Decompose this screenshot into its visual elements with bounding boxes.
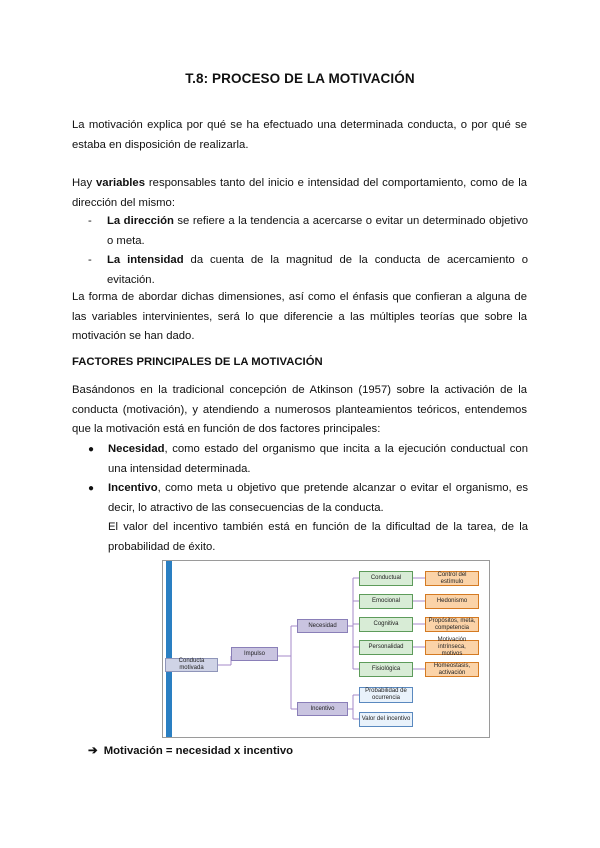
diagram-node-incentive: Probabilidad de ocurrencia <box>359 687 413 703</box>
dash-marker: - <box>88 215 92 227</box>
variables-bold-text: variables <box>96 177 145 189</box>
list-item <box>88 251 528 290</box>
factors-intro-paragraph: Basándonos en la tradicional concepción de Atkinson (1957) sobre la activación de la conducta (motivación), y atendiendo a numerosos planteamientos teóricos, entendemos que la motivación está en función de dos factores principales: <box>72 384 527 435</box>
diagram-node-outcome: Hedonismo <box>425 594 479 609</box>
diagram-node-incentivo: Incentivo <box>297 702 348 716</box>
list-item <box>88 212 528 251</box>
item-text: se refiere a la tendencia a acercarse o evitar un determinado objetivo o meta. <box>107 215 528 247</box>
formula-text: Motivación = necesidad x incentivo <box>103 745 294 757</box>
diagram-node-need: Emocional <box>359 594 413 609</box>
list-item <box>88 479 528 557</box>
variables-post-text: responsables tanto del inicio e intensidad del comportamiento, como de la dirección del mismo: <box>72 177 527 209</box>
page-title: T.8: PROCESO DE LA MOTIVACIÓN <box>185 71 415 86</box>
diagram-node-need: Conductual <box>359 571 413 586</box>
diagram-node-outcome: Propósitos, meta, competencia <box>425 617 479 632</box>
variables-paragraph <box>72 174 527 213</box>
diagram-node-necesidad: Necesidad <box>297 619 348 633</box>
diagram-node-outcome: Homeostasis, activación <box>425 662 479 677</box>
diagram-node-need: Personalidad <box>359 640 413 655</box>
variables-pre-text: Hay <box>72 177 96 189</box>
item-text: da cuenta de la magnitud de la conducta de acercamiento o evitación. <box>107 254 528 286</box>
section-heading: FACTORES PRINCIPALES DE LA MOTIVACIÓN <box>72 356 323 368</box>
diagram-node-impulse: Impulso <box>231 647 278 661</box>
intro-paragraph: La motivación explica por qué se ha efectuado una determinada conducta, o por qué se estaba en disposición de realizarla. <box>72 119 527 151</box>
item-bold: Necesidad <box>108 443 165 455</box>
item-text: , como meta u objetivo que pretende alcanzar o evitar el organismo, es decir, lo atractivo de las consecuencias de la conducta. <box>108 482 528 514</box>
diagram-node-outcome: Control del estímulo <box>425 571 479 586</box>
item-text: , como estado del organismo que incita a la ejecución conductual con una intensidad determinada. <box>108 443 528 475</box>
item-bold: La dirección <box>107 215 174 227</box>
diagram-node-incentive: Valor del incentivo <box>359 712 413 727</box>
list-item <box>88 440 528 479</box>
diagram-node-need: Cognitiva <box>359 617 413 632</box>
formula-line <box>88 744 293 757</box>
diagram-node-root: Conducta motivada <box>165 658 218 672</box>
dash-marker: - <box>88 254 92 266</box>
arrow-icon: ➔ <box>88 745 98 757</box>
bullet-marker: ● <box>88 444 95 455</box>
bullet-marker: ● <box>88 483 95 494</box>
motivation-diagram <box>162 560 490 738</box>
diagram-node-outcome: Motivación intrínseca, motivos <box>425 640 479 655</box>
item-bold: La intensidad <box>107 254 184 266</box>
diagram-node-need: Fisiológica <box>359 662 413 677</box>
item-bold: Incentivo <box>108 482 158 494</box>
item-extra-text: El valor del incentivo también está en función de la dificultad de la tarea, de la probabilidad de éxito. <box>108 521 528 553</box>
dimensions-paragraph: La forma de abordar dichas dimensiones, así como el énfasis que confieran a alguna de las variables intervinientes, será lo que diferencie a las múltiples teorías que sobre la motivación se han dado. <box>72 291 527 342</box>
